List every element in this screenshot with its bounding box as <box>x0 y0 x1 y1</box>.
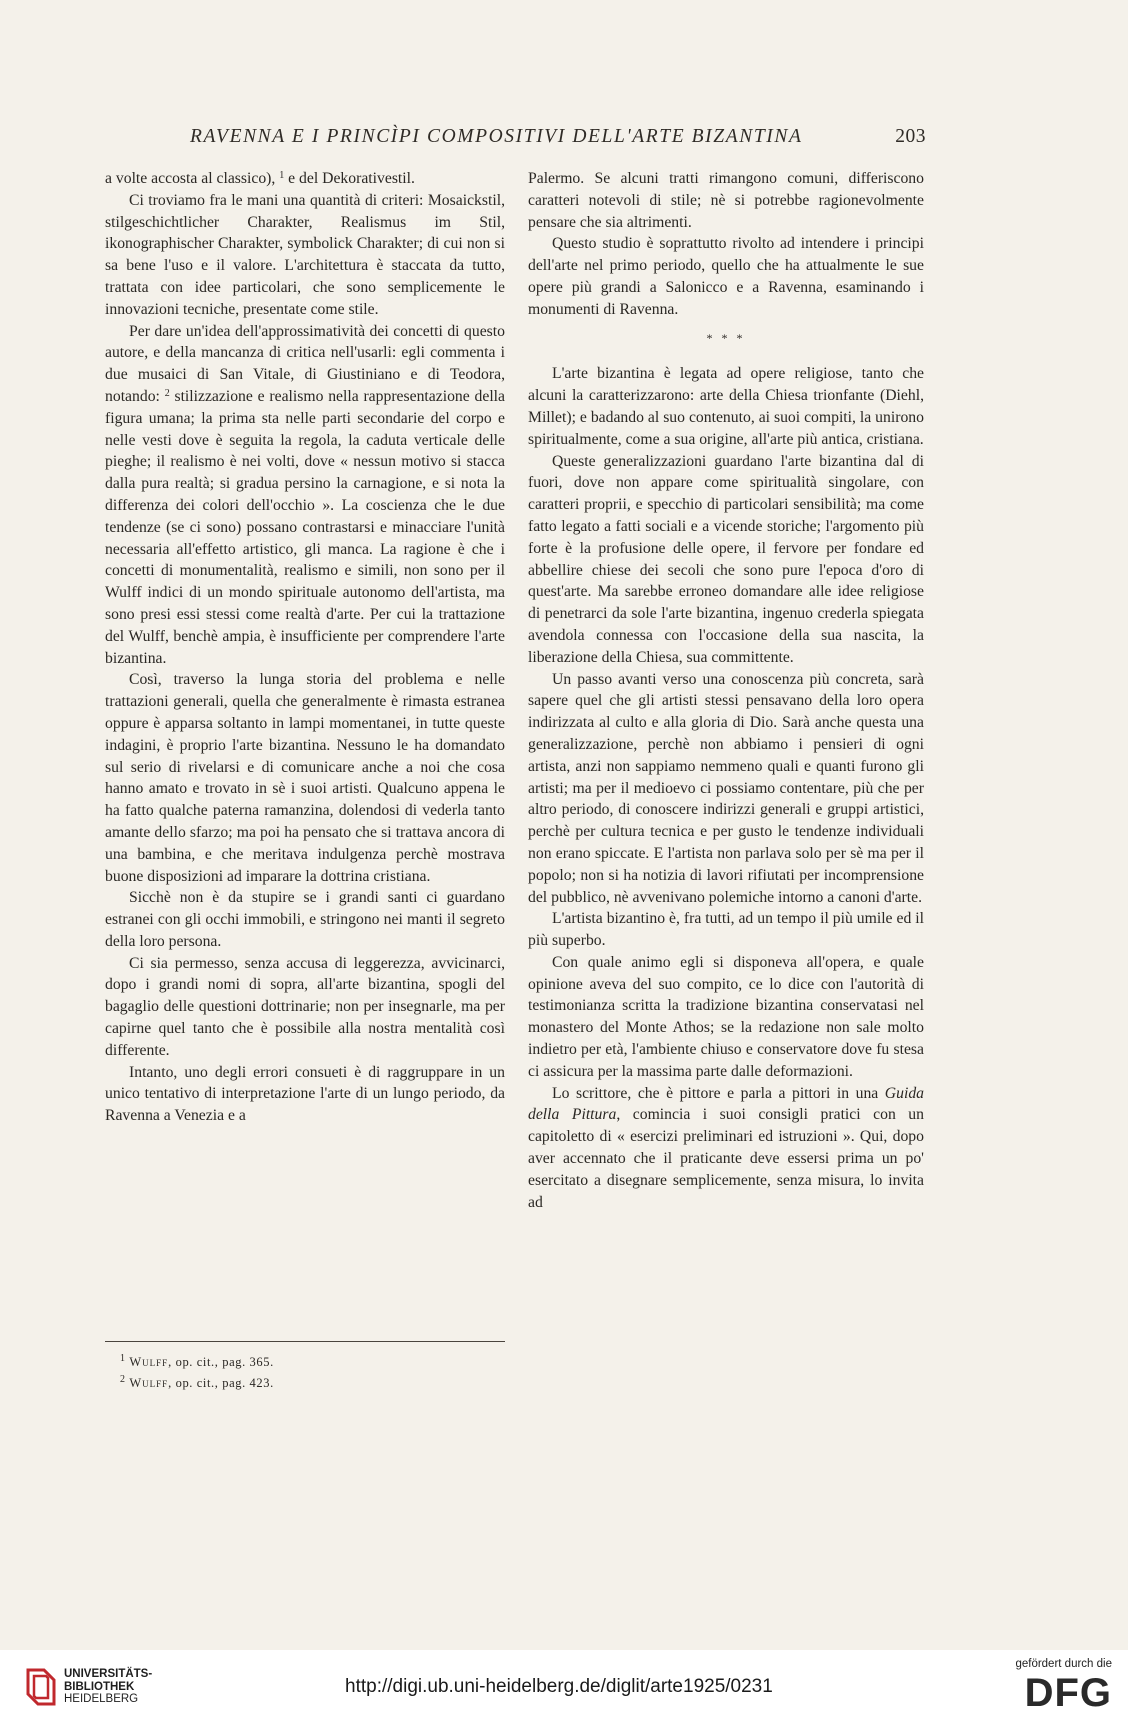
paragraph-text: a volte accosta al classico), <box>105 170 276 187</box>
footnote-number: 1 <box>120 1353 126 1364</box>
paragraph <box>105 321 505 670</box>
library-name-line: UNIVERSITÄTS- <box>64 1668 153 1680</box>
section-separator: * * * <box>706 330 746 345</box>
dfg-logo: DFG <box>1024 1671 1112 1715</box>
paragraph: Questo studio è soprattutto rivolto ad intendere i principi dell'arte nel primo periodo, quello che ha attualmente le sue opere più grandi a Salonicco e a Ravenna, esaminando i monumenti di Ravenna. <box>528 235 924 318</box>
footnote <box>120 1352 274 1373</box>
library-name <box>64 1668 152 1706</box>
footnote-rule <box>105 1341 505 1342</box>
paragraph: Queste generalizzazioni guardano l'arte bizantina dal di fuori, dove non appare come spiritualità singolare, con caratteri proprii, e specchio di particolari sensibilità; ma come fatto legato a fatti sociali e a vicende storiche; l'argomento più forte è la profusione delle opere, il fervore per fondare ed abbellire chiese dei secoli che sono pure l'epoca d'oro di quest'arte. Ma sarebbe erroneo domandare alle idee religiose di penetrarci da sole l'arte bizantina, ingenuo crederla spiegata avendola connessa con l'occasione della sua nascita, la liberazione della Chiesa, sua committente. <box>528 452 924 666</box>
sponsor <box>1015 1658 1112 1714</box>
library-logo-icon <box>24 1664 58 1710</box>
paragraph: L'artista bizantino è, fra tutti, ad un tempo il più umile ed il più superbo. <box>528 910 924 950</box>
paragraph: Un passo avanti verso una conoscenza più concreta, sarà sapere quel che gli artisti stessi pensavano della loro opera indirizzata al culto e alla gloria di Dio. Sarà anche questa una generalizzazione, perchè non abbiamo i pensieri di ogni artista, anzi non sappiamo nemmeno quali e quanti furono gli artisti; ma per il medioevo ci possiamo contentare, più che per altro periodo, di conoscere indirizzi generali e gruppi artistici, perchè per cultura tecnica e per gusto le tendenze individuali non erano spiccate. E l'artista non parlava solo per sè ma per il popolo; non si ha notizia di lavori rifiutati per incomprensione del pubblico, nè avvenivano polemiche intorno a canoni d'arte. <box>528 670 924 906</box>
running-title: RAVENNA E I PRINCÌPI COMPOSITIVI DELL'ARTE BIZANTINA <box>190 126 803 147</box>
paragraph: Palermo. Se alcuni tratti rimangono comuni, differiscono caratteri notevoli di stile; nè si potrebbe ragionevolmente pensare che sia altrimenti. <box>528 170 924 231</box>
footnote <box>120 1373 274 1394</box>
footnote-ref: 2 <box>164 387 170 399</box>
footnote-ref: 1 <box>279 170 285 181</box>
paragraph: Così, traverso la lunga storia del problema e nelle trattazioni generali, quella che generalmente è rimasta estranea oppure è apparsa soltanto in lampi momentanei, in tutte queste indagini, è proprio l'arte bizantina. Nessuno le ha domandato sul serio di rivelarsi e di comunicare anche a noi che cosa hanno amato e trovato in sè i suoi artisti. Qualcuno appena le ha fatto qualche paterna ramanzina, dolendosi di vederla tanto amante dello sfarzo; ma poi ha pensato che si trattava ancora di una bambina, e che meritava indulgenza perchè mostrava buone disposizioni ad imparare la dottrina cristiana. <box>105 671 505 885</box>
digitization-footer <box>0 1650 1128 1725</box>
footnote-text: , op. cit., pag. 365. <box>168 1355 274 1369</box>
footnotes <box>120 1352 274 1394</box>
paragraph-text: , comincia i suoi consigli pratici con un capitoletto di « esercizi preliminari ed istruzioni ». Qui, dopo aver accennato che il praticante deve essersi prima un po' esercitato a disegnare semplicemente, senza misura, lo invita ad <box>528 1106 924 1211</box>
footnote-author: Wulff <box>129 1355 169 1369</box>
footnote-number: 2 <box>120 1374 126 1385</box>
book-title: Guida della Pittura <box>528 1084 924 1124</box>
paragraph: Sicchè non è da stupire se i grandi santi ci guardano estranei con gli occhi immobili, e stringono nei manti il segreto della loro persona. <box>105 889 505 950</box>
footnote-author: Wulff <box>129 1376 169 1390</box>
paragraph: L'arte bizantina è legata ad opere religiose, tanto che alcuni la caratterizzarono: arte della Chiesa trionfante (Diehl, Millet); e badando al suo contenuto, ai suoi compiti, la unirono spiritualmente, come a sua origine, all'arte più antica, cristiana. <box>528 365 924 448</box>
paragraph: Con quale animo egli si disponeva all'opera, e quale opinione aveva del suo compito, ce lo dice con l'autorità di testimonianza scritta la tradizione bizantina conservatasi nel monastero del Monte Athos; se la redazione non sale molto indietro per età, l'ambiente chiuso e conservatore dove fu stesa ci assicura per la massima parte dalle deformazioni. <box>528 953 924 1080</box>
paragraph-text: Per dare un'idea dell'approssimatività dei concetti di questo autore, e della mancanza di critica nell'usarli: egli commenta i due musaici di San Vitale, di Giustiniano e di Teodora, notando: <box>105 322 505 405</box>
left-column <box>105 168 505 1127</box>
paragraph: Ci sia permesso, senza accusa di leggerezza, avvicinarci, dopo i grandi nomi di sopra, all'arte bizantina, spogli del bagaglio delle questioni dottrinarie; non per insegnarle, ma per capirne quel tanto che è possibile alla nostra mentalità così differente. <box>105 954 505 1059</box>
library-name-line: BIBLIOTHEK <box>64 1680 135 1693</box>
paragraph <box>528 1083 924 1214</box>
paragraph-text: stilizzazione e realismo nella rappresentazione della figura umana; la prima sta nelle parti secondarie del corpo e nelle vesti dove è seguita la regola, la caduta verticale delle pieghe; il realismo è nei volti, dove « nessun motivo si stacca dalla pura realtà; si gradua persino la carnagione, e si nota la differenza dei colori dell'occhio ». La coscienza che le due tendenze (se ci sono) possano contrastarsi e minacciare l'unità necessaria all'effetto artistico, gli manca. La ragione è che i concetti di monumentalità, realismo e simili, non sono per il Wulff indici di un mondo spirituale autonomo dell'artista, ma sono presi essi stessi come realtà d'arte. Per cui la trattazione del Wulff, benchè ampia, è insufficiente per comprendere l'arte bizantina. <box>105 387 505 667</box>
paragraph-text: e del Dekorativestil. <box>284 170 415 187</box>
right-column <box>528 168 924 1213</box>
permalink[interactable]: http://digi.ub.uni-heidelberg.de/diglit/arte1925/0231 <box>345 1676 773 1697</box>
paragraph: Ci troviamo fra le mani una quantità di criteri: Mosaickstil, stilgeschichtlicher Charakter, Realismus im Stil, ikonographischer Charakter, symbolick Charakter; di cui non si sa bene l'uso e il valore. L'architettura è staccata da tutto, trattata con idee particolari, che sono semplicemente le innovazioni tecniche, presentate come stile. <box>105 191 505 318</box>
paragraph-text: Lo scrittore, che è pittore e parla a pittori in una <box>552 1084 885 1102</box>
paragraph: Intanto, uno degli errori consueti è di raggruppare in un unico tentativo di interpretazione l'arte di un lungo periodo, da Ravenna a Venezia e a <box>105 1063 505 1125</box>
library-name-line: HEIDELBERG <box>64 1693 139 1705</box>
page-number: 203 <box>895 126 926 147</box>
sponsor-label: gefördert durch die <box>1015 1658 1112 1670</box>
footnote-text: , op. cit., pag. 423. <box>168 1376 274 1390</box>
paragraph <box>105 168 505 190</box>
